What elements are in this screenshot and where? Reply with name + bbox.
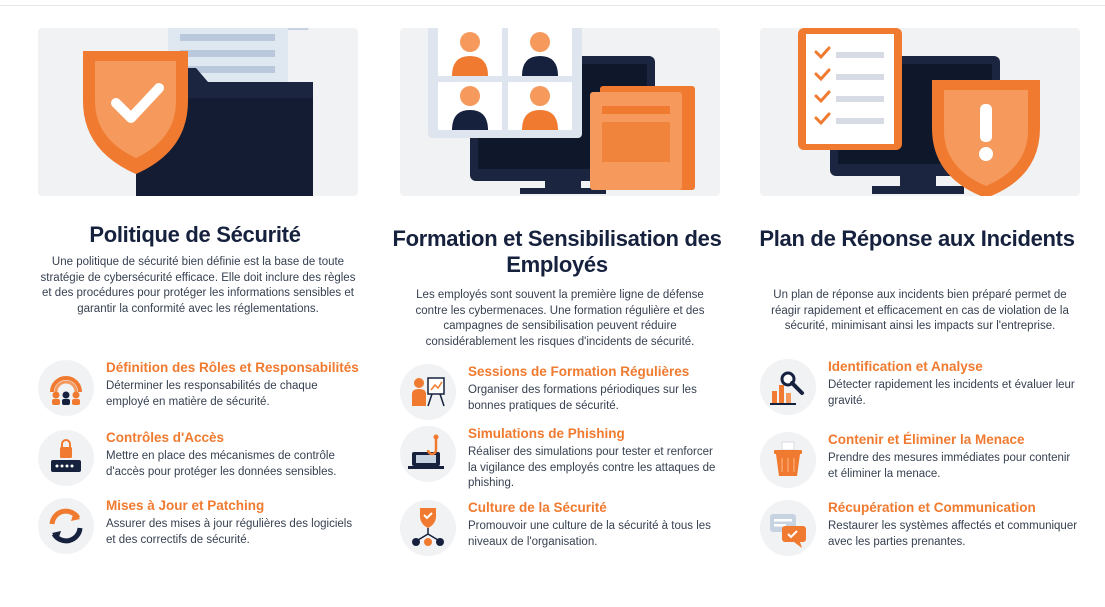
feature-title: Sessions de Formation Régulières xyxy=(468,364,690,379)
feature-title: Récupération et Communication xyxy=(828,500,1036,515)
column-security-policy xyxy=(30,0,360,607)
update-cycle-icon xyxy=(38,498,94,554)
feature-title: Définition des Rôles et Responsabilités xyxy=(106,360,359,375)
column-title: Plan de Réponse aux Incidents xyxy=(759,226,1075,251)
feature-contain-eliminate xyxy=(760,432,1090,492)
magnifier-chart-icon xyxy=(760,359,816,415)
feature-description: Réaliser des simulations pour tester et renforcer la vigilance des employés contre les attaques de phishing. xyxy=(468,446,716,489)
feature-access-controls xyxy=(38,430,368,490)
feature-title: Mises à Jour et Patching xyxy=(106,498,265,513)
chat-bubbles-icon xyxy=(760,500,816,556)
phishing-hook-icon xyxy=(400,426,456,482)
feature-phishing-simulations xyxy=(400,426,730,489)
column-title: Politique de Sécurité xyxy=(89,222,301,247)
feature-description: Assurer des mises à jour régulières des logiciels et des correctifs de sécurité. xyxy=(106,518,353,546)
column-description: Les employés sont souvent la première ligne de défense contre les cybermenaces. Une formation régulière et des campagnes de sensibilisation peuvent réduire considérablement les risques d'incidents de sécurité. xyxy=(415,289,705,348)
feature-description: Organiser des formations périodiques sur les bonnes pratiques de sécurité. xyxy=(468,384,697,412)
feature-title: Culture de la Sécurité xyxy=(468,500,607,515)
culture-network-icon xyxy=(400,500,456,556)
feature-recovery-communication xyxy=(760,500,1090,560)
feature-identification-analysis xyxy=(760,359,1090,419)
feature-title: Contenir et Éliminer la Menace xyxy=(828,432,1025,447)
shield-folder-icon xyxy=(38,28,358,196)
feature-updates-patching xyxy=(38,498,368,558)
feature-description: Mettre en place des mécanismes de contrôle d'accès pour protéger les données sensibles. xyxy=(106,450,337,478)
column-title: Formation et Sensibilisation des Employés xyxy=(392,226,722,277)
video-training-icon xyxy=(400,28,720,196)
trash-bin-icon xyxy=(760,432,816,488)
feature-training-sessions xyxy=(400,364,730,424)
column-training-awareness xyxy=(392,0,722,607)
checklist-alert-icon xyxy=(760,28,1080,196)
feature-description: Restaurer les systèmes affectés et communiquer avec les parties prenantes. xyxy=(828,520,1078,548)
column-incident-response xyxy=(752,0,1082,607)
access-lock-icon xyxy=(38,430,94,486)
feature-description: Déterminer les responsabilités de chaque employé en matière de sécurité. xyxy=(106,380,318,408)
feature-title: Contrôles d'Accès xyxy=(106,430,224,445)
team-roles-icon xyxy=(38,360,94,416)
presenter-icon xyxy=(400,364,456,420)
feature-roles-responsibilities xyxy=(38,360,368,420)
feature-description: Promouvoir une culture de la sécurité à tous les niveaux de l'organisation. xyxy=(468,520,711,548)
feature-security-culture xyxy=(400,500,730,560)
column-description: Un plan de réponse aux incidents bien préparé permet de réagir rapidement et efficacement en cas de violation de la sécurité, minimisant ainsi les impacts sur l'entreprise. xyxy=(771,289,1069,332)
column-description: Une politique de sécurité bien définie est la base de toute stratégie de cybersécurité efficace. Elle doit inclure des règles et des procédures pour protéger les informations sensibles et garantir la conformité avec les réglementations. xyxy=(40,256,356,315)
feature-title: Simulations de Phishing xyxy=(468,426,625,441)
feature-description: Prendre des mesures immédiates pour contenir et éliminer la menace. xyxy=(828,452,1071,480)
feature-description: Détecter rapidement les incidents et évaluer leur gravité. xyxy=(828,379,1075,407)
feature-title: Identification et Analyse xyxy=(828,359,983,374)
